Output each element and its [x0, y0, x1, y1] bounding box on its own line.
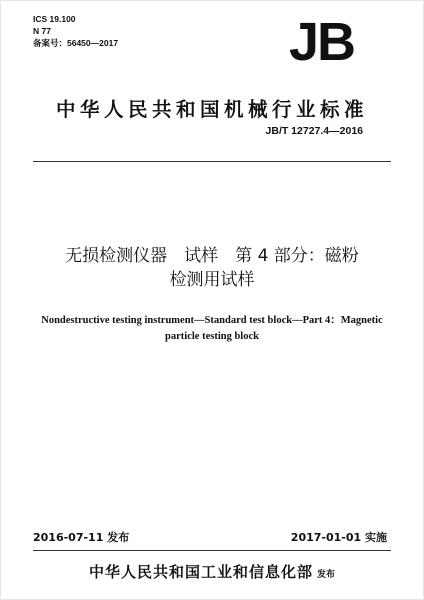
chinese-title: [1, 244, 423, 292]
implementation-date: 2017-01-01 实施: [290, 531, 387, 544]
standard-code: JB/T 12727.4—2016: [265, 125, 363, 137]
industry-standard-heading: 中华人民共和国机械行业标准: [55, 98, 368, 121]
chinese-title-line-1: 无损检测仪器 试样 第 4 部分：磁粉: [65, 246, 359, 266]
classification-block: [33, 13, 118, 49]
ics-code: ICS 19.100: [33, 14, 76, 24]
chinese-title-line-2: 检测用试样: [169, 270, 255, 290]
publisher-name: 中华人民共和国工业和信息化部: [88, 563, 313, 581]
top-divider: [33, 161, 391, 162]
publish-action: 发布: [317, 570, 336, 580]
publisher-line: [1, 561, 423, 582]
issue-date: 2016-07-11 发布: [33, 531, 130, 544]
bottom-divider: [33, 550, 391, 551]
jb-logo: JB: [289, 12, 355, 72]
english-title: [31, 313, 393, 345]
record-number: 备案号：56450—2017: [33, 38, 119, 48]
english-title-line-2: particle testing block: [165, 331, 259, 342]
english-title-line-1: Nondestructive testing instrument—Standard test block—Part 4：Magnetic: [41, 315, 383, 326]
ccs-code: N 77: [33, 26, 51, 36]
